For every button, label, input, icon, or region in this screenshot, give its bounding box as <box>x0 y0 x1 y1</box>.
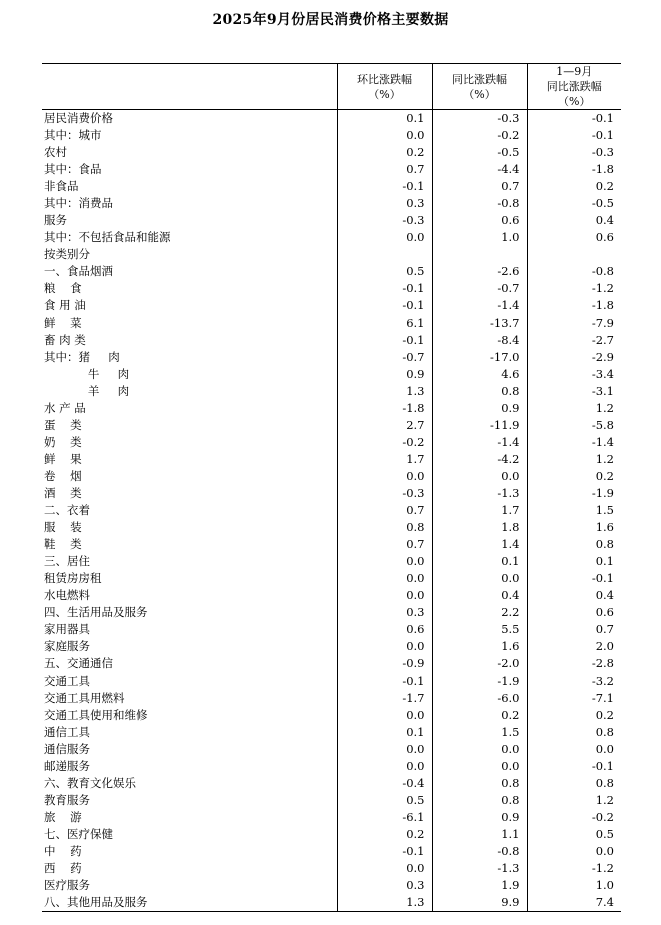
table-row <box>42 690 621 707</box>
cell-mom: -6.1 <box>337 809 432 826</box>
cell-ytd: -0.3 <box>527 144 621 161</box>
table-row <box>42 724 621 741</box>
cell-ytd: -7.9 <box>527 315 621 332</box>
table-row <box>42 110 621 128</box>
cell-yoy: 1.0 <box>432 229 527 246</box>
cell-mom: -0.2 <box>337 434 432 451</box>
cell-mom: -0.1 <box>337 297 432 314</box>
row-label: 八、其他用品及服务 <box>42 894 337 912</box>
header-yoy-text: 同比涨跌幅 （%） <box>452 72 507 101</box>
row-label: 医疗服务 <box>44 878 90 893</box>
cell-ytd: -1.2 <box>527 860 621 877</box>
table-row <box>42 127 621 144</box>
row-label: 水电燃料 <box>44 588 90 603</box>
cell-ytd: 7.4 <box>527 894 621 912</box>
cell-ytd: 0.0 <box>527 843 621 860</box>
cell-ytd: 0.2 <box>527 468 621 485</box>
row-label: 畜 肉 类 <box>44 332 86 347</box>
cell-mom: 0.6 <box>337 621 432 638</box>
cell-mom: 0.5 <box>337 792 432 809</box>
row-label: 其中：城市 <box>44 128 102 143</box>
cell-mom: -0.3 <box>337 485 432 502</box>
row-label: 牛 肉 <box>44 366 130 381</box>
cell-yoy: 0.1 <box>432 553 527 570</box>
cell-yoy: 1.6 <box>432 638 527 655</box>
table-row <box>42 604 621 621</box>
cell-ytd: 2.0 <box>527 638 621 655</box>
cell-ytd: -3.1 <box>527 383 621 400</box>
cell-yoy: -11.9 <box>432 417 527 434</box>
table-row <box>42 383 621 400</box>
cell-ytd: -0.2 <box>527 809 621 826</box>
cell-ytd: -2.7 <box>527 332 621 349</box>
table-row <box>42 502 621 519</box>
cell-mom: -0.1 <box>337 178 432 195</box>
cell-mom: -0.1 <box>337 332 432 349</box>
cell-yoy: 0.8 <box>432 792 527 809</box>
cell-yoy: 9.9 <box>432 894 527 912</box>
row-label: 旅 游 <box>44 809 82 824</box>
cell-yoy: -0.5 <box>432 144 527 161</box>
cell-yoy: -1.4 <box>432 434 527 451</box>
row-label: 水 产 品 <box>44 400 86 415</box>
table-row <box>42 655 621 672</box>
cell-mom: -0.4 <box>337 775 432 792</box>
row-label: 羊 肉 <box>44 383 130 398</box>
row-label: 七、医疗保健 <box>44 826 113 841</box>
row-label: 教育服务 <box>44 792 90 807</box>
table-row <box>42 587 621 604</box>
cell-mom: 0.0 <box>337 229 432 246</box>
cell-ytd: 1.2 <box>527 400 621 417</box>
cell-mom: -0.3 <box>337 212 432 229</box>
row-label: 非食品 <box>44 179 79 194</box>
cell-ytd: -1.4 <box>527 434 621 451</box>
table-row <box>42 468 621 485</box>
table-row <box>42 161 621 178</box>
cell-yoy: 0.7 <box>432 178 527 195</box>
cell-ytd: 1.0 <box>527 877 621 894</box>
cell-yoy: 0.9 <box>432 809 527 826</box>
row-label: 居民消费价格 <box>44 111 113 125</box>
cell-yoy: -1.9 <box>432 673 527 690</box>
table-row <box>42 553 621 570</box>
cell-mom: 0.0 <box>337 860 432 877</box>
table-row <box>42 485 621 502</box>
row-label: 鲜 菜 <box>44 315 82 330</box>
row-label: 其中：食品 <box>44 162 102 177</box>
cell-ytd: -0.1 <box>527 110 621 128</box>
cell-yoy: -1.3 <box>432 485 527 502</box>
cell-ytd: -0.8 <box>527 263 621 280</box>
table-row <box>42 843 621 860</box>
cell-mom: 0.0 <box>337 127 432 144</box>
cell-ytd: 0.8 <box>527 724 621 741</box>
table-body <box>42 110 621 912</box>
table-row <box>42 229 621 246</box>
cell-yoy: 0.0 <box>432 570 527 587</box>
cell-ytd: -1.8 <box>527 161 621 178</box>
cell-yoy <box>432 246 527 263</box>
cell-mom: 0.0 <box>337 758 432 775</box>
cell-ytd: 0.1 <box>527 553 621 570</box>
table-row <box>42 775 621 792</box>
cell-yoy: 0.2 <box>432 707 527 724</box>
cell-yoy: -1.4 <box>432 297 527 314</box>
table-row <box>42 877 621 894</box>
table-row <box>42 195 621 212</box>
cell-ytd: 1.2 <box>527 451 621 468</box>
cell-yoy: -0.2 <box>432 127 527 144</box>
cell-ytd: -3.4 <box>527 366 621 383</box>
cell-mom: -0.9 <box>337 655 432 672</box>
cpi-table <box>42 63 621 912</box>
cell-mom: 0.5 <box>337 263 432 280</box>
cell-mom: 2.7 <box>337 417 432 434</box>
cell-mom: 0.0 <box>337 587 432 604</box>
cell-yoy: 0.0 <box>432 741 527 758</box>
cell-ytd: -2.9 <box>527 349 621 366</box>
row-label: 鞋 类 <box>44 537 82 552</box>
cell-ytd: 0.7 <box>527 621 621 638</box>
cell-mom: -0.1 <box>337 843 432 860</box>
row-label: 服务 <box>44 213 67 228</box>
cell-ytd: 0.2 <box>527 707 621 724</box>
cell-yoy: 0.9 <box>432 400 527 417</box>
cell-yoy: 0.0 <box>432 468 527 485</box>
cell-yoy: 0.0 <box>432 758 527 775</box>
cell-yoy: -17.0 <box>432 349 527 366</box>
cell-mom: 0.0 <box>337 707 432 724</box>
row-label: 交通工具使用和维修 <box>44 707 148 722</box>
cell-mom: 1.3 <box>337 894 432 912</box>
table-header <box>42 64 621 110</box>
row-label: 三、居住 <box>44 554 90 569</box>
row-label: 邮递服务 <box>44 758 90 773</box>
cell-mom: -0.7 <box>337 349 432 366</box>
cell-yoy: 1.5 <box>432 724 527 741</box>
table-row <box>42 451 621 468</box>
cell-mom: 0.2 <box>337 826 432 843</box>
cell-ytd: 0.4 <box>527 587 621 604</box>
table-row <box>42 894 621 912</box>
header-mom-text: 环比涨跌幅 （%） <box>357 72 412 101</box>
table-row <box>42 792 621 809</box>
cell-ytd: -1.9 <box>527 485 621 502</box>
row-label: 西 药 <box>44 861 82 876</box>
row-label: 通信服务 <box>44 741 90 756</box>
header-ytd <box>527 64 621 110</box>
table-row <box>42 826 621 843</box>
table-row <box>42 741 621 758</box>
cell-yoy: -1.3 <box>432 860 527 877</box>
table-row <box>42 519 621 536</box>
table-row <box>42 349 621 366</box>
row-label: 六、教育文化娱乐 <box>44 775 136 790</box>
table-row <box>42 263 621 280</box>
table-row <box>42 570 621 587</box>
table-row <box>42 144 621 161</box>
cell-ytd: -5.8 <box>527 417 621 434</box>
row-label: 四、生活用品及服务 <box>44 605 148 620</box>
cell-mom: 0.3 <box>337 195 432 212</box>
cell-yoy: 1.4 <box>432 536 527 553</box>
cell-mom <box>337 246 432 263</box>
page-title: 2025年9月份居民消费价格主要数据 <box>212 12 449 28</box>
row-label: 服 装 <box>44 520 82 535</box>
cell-yoy: 5.5 <box>432 621 527 638</box>
cell-ytd: 1.6 <box>527 519 621 536</box>
cell-mom: 0.3 <box>337 604 432 621</box>
row-label: 一、食品烟酒 <box>44 264 113 279</box>
cell-ytd: -7.1 <box>527 690 621 707</box>
cell-yoy: 1.9 <box>432 877 527 894</box>
cell-yoy: 4.6 <box>432 366 527 383</box>
cell-yoy: -0.8 <box>432 843 527 860</box>
cell-ytd: 0.8 <box>527 775 621 792</box>
cell-yoy: -4.4 <box>432 161 527 178</box>
cell-mom: -0.1 <box>337 673 432 690</box>
cell-ytd: -0.1 <box>527 127 621 144</box>
cell-mom: 1.7 <box>337 451 432 468</box>
cell-yoy: 1.7 <box>432 502 527 519</box>
table-row <box>42 400 621 417</box>
cell-mom: 0.2 <box>337 144 432 161</box>
row-label: 家庭服务 <box>44 639 90 654</box>
row-label: 通信工具 <box>44 724 90 739</box>
row-label: 其中：不包括食品和能源 <box>44 230 171 245</box>
row-label: 五、交通通信 <box>44 656 113 671</box>
cell-yoy: 0.8 <box>432 775 527 792</box>
row-label: 按类别分 <box>44 247 90 262</box>
cell-ytd: -1.8 <box>527 297 621 314</box>
cell-ytd: 0.2 <box>527 178 621 195</box>
cell-yoy: -13.7 <box>432 315 527 332</box>
table-row <box>42 860 621 877</box>
cell-yoy: -6.0 <box>432 690 527 707</box>
cell-mom: 1.3 <box>337 383 432 400</box>
table-row <box>42 417 621 434</box>
cell-mom: 0.9 <box>337 366 432 383</box>
row-label: 蛋 类 <box>44 417 82 432</box>
table-row <box>42 758 621 775</box>
cell-yoy: -0.8 <box>432 195 527 212</box>
row-label: 酒 类 <box>44 486 82 500</box>
cell-yoy: -8.4 <box>432 332 527 349</box>
cell-ytd: 0.4 <box>527 212 621 229</box>
cell-mom: 0.8 <box>337 519 432 536</box>
row-label: 食 用 油 <box>44 298 86 313</box>
table-row <box>42 297 621 314</box>
header-mom <box>337 64 432 110</box>
table-row <box>42 366 621 383</box>
cell-mom: 0.7 <box>337 502 432 519</box>
table-row <box>42 434 621 451</box>
cell-yoy: 0.6 <box>432 212 527 229</box>
row-label: 交通工具 <box>44 673 90 688</box>
row-label: 其中：消费品 <box>44 196 113 211</box>
row-label: 粮 食 <box>44 281 82 296</box>
cell-ytd: -2.8 <box>527 655 621 672</box>
cell-yoy: -4.2 <box>432 451 527 468</box>
cell-mom: 6.1 <box>337 315 432 332</box>
cell-yoy: 1.8 <box>432 519 527 536</box>
header-yoy <box>432 64 527 110</box>
table-row <box>42 315 621 332</box>
table-row <box>42 280 621 297</box>
cell-yoy: -0.3 <box>432 110 527 128</box>
cell-mom: 0.7 <box>337 536 432 553</box>
cell-mom: 0.0 <box>337 570 432 587</box>
cell-mom: -1.8 <box>337 400 432 417</box>
row-label: 其中：猪 肉 <box>44 349 120 364</box>
table-row <box>42 178 621 195</box>
header-ytd-text: 1—9月 同比涨跌幅 （%） <box>546 65 602 108</box>
cell-mom: -1.7 <box>337 690 432 707</box>
row-label: 交通工具用燃料 <box>44 690 125 705</box>
row-label: 中 药 <box>44 843 82 858</box>
cell-mom: 0.0 <box>337 553 432 570</box>
cell-ytd: -3.2 <box>527 673 621 690</box>
cell-yoy: 0.8 <box>432 383 527 400</box>
cell-ytd: 0.0 <box>527 741 621 758</box>
table-row <box>42 332 621 349</box>
table-row <box>42 246 621 263</box>
cell-yoy: 0.4 <box>432 587 527 604</box>
cell-yoy: 2.2 <box>432 604 527 621</box>
cell-mom: 0.1 <box>337 724 432 741</box>
cell-ytd: 0.8 <box>527 536 621 553</box>
cell-yoy: -2.0 <box>432 655 527 672</box>
cell-yoy: -0.7 <box>432 280 527 297</box>
cell-mom: 0.0 <box>337 468 432 485</box>
cell-mom: 0.0 <box>337 638 432 655</box>
cell-ytd: 1.2 <box>527 792 621 809</box>
cell-ytd: 1.5 <box>527 502 621 519</box>
table-row <box>42 707 621 724</box>
cell-ytd: -1.2 <box>527 280 621 297</box>
cell-ytd: 0.5 <box>527 826 621 843</box>
cell-ytd <box>527 246 621 263</box>
row-label: 卷 烟 <box>44 468 82 483</box>
table-row <box>42 536 621 553</box>
header-item <box>42 64 337 110</box>
row-label: 农村 <box>44 145 67 160</box>
row-label: 租赁房房租 <box>44 571 102 586</box>
table-row <box>42 809 621 826</box>
cell-yoy: 1.1 <box>432 826 527 843</box>
cell-mom: 0.7 <box>337 161 432 178</box>
cell-ytd: -0.1 <box>527 758 621 775</box>
table-row <box>42 212 621 229</box>
cell-ytd: -0.5 <box>527 195 621 212</box>
table-row <box>42 638 621 655</box>
row-label: 二、衣着 <box>44 503 90 518</box>
row-label: 家用器具 <box>44 622 90 637</box>
cell-ytd: 0.6 <box>527 604 621 621</box>
cell-ytd: 0.6 <box>527 229 621 246</box>
cell-mom: -0.1 <box>337 280 432 297</box>
table-row <box>42 673 621 690</box>
cell-mom: 0.3 <box>337 877 432 894</box>
cell-mom: 0.1 <box>337 110 432 128</box>
cell-ytd: -0.1 <box>527 570 621 587</box>
table-row <box>42 621 621 638</box>
cell-mom: 0.0 <box>337 741 432 758</box>
row-label: 奶 类 <box>44 434 82 449</box>
row-label: 鲜 果 <box>44 451 82 466</box>
cell-yoy: -2.6 <box>432 263 527 280</box>
